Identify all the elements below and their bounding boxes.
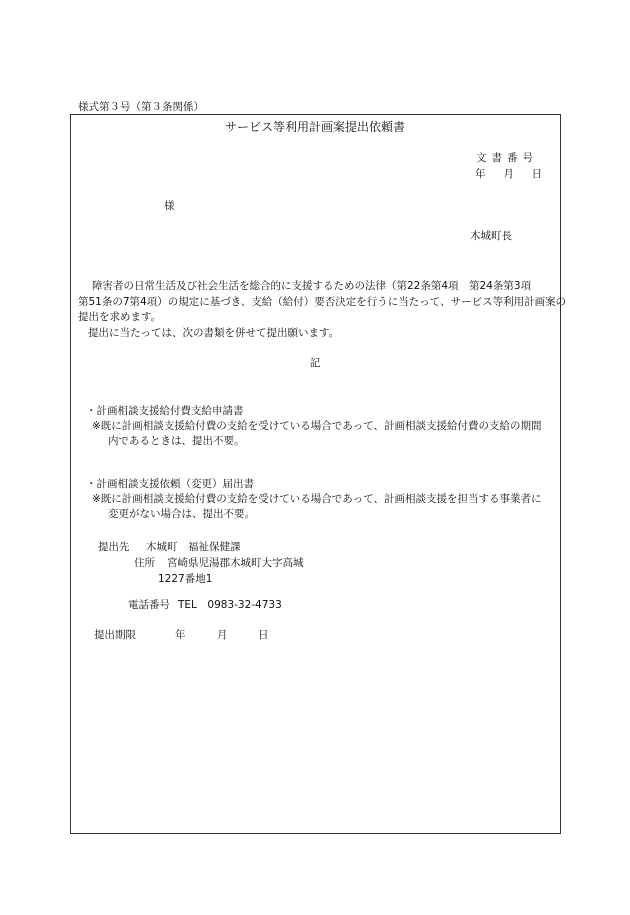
item-1-title: ・計画相談支援給付費支給申請書: [86, 405, 244, 417]
issuer-name: 木城町長: [470, 230, 512, 242]
submit-to-label: 提出先: [98, 541, 130, 553]
address-line-1: 宮崎県児湯郡木城町大字高城: [167, 557, 304, 569]
form-number-label: 様式第３号（第３条関係）: [78, 101, 204, 113]
submit-to-value: 木城町 福祉保健課: [146, 541, 241, 553]
item-1-note-line-2: 内であるときは、提出不要。: [108, 435, 245, 447]
document-number-label: 文書番号: [476, 152, 538, 164]
deadline-day: 日: [258, 629, 269, 641]
item-1-note-line-1: ※既に計画相談支援給付費の支給を受けている場合であって、計画相談支援給付費の支給の期間: [92, 420, 542, 432]
item-2-note-line-1: ※既に計画相談支援給付費の支給を受けている場合であって、計画相談支援を担当する事業者に: [92, 493, 542, 505]
date-label: 年 月 日: [475, 168, 543, 180]
form-frame: [70, 114, 561, 834]
item-2-title: ・計画相談支援依頼（変更）届出書: [86, 478, 254, 490]
deadline-label: 提出期限: [94, 629, 136, 641]
phone-label: 電話番号: [128, 599, 170, 611]
body-line-4: 提出に当たっては、次の書類を併せて提出願います。: [88, 327, 340, 339]
document-title: サービス等利用計画案提出依頼書: [224, 120, 405, 134]
ki-label: 記: [309, 357, 321, 369]
address-line-2: 1227番地1: [158, 573, 213, 585]
body-line-3: 提出を求めます。: [78, 311, 162, 323]
item-2-note-line-2: 変更がない場合は、提出不要。: [108, 508, 255, 520]
phone-value: TEL 0983-32-4733: [178, 599, 282, 611]
body-line-2: 第51条の7第4項）の規定に基づき、支給（給付）要否決定を行うに当たって、サービス等利用計画案の: [78, 296, 567, 308]
deadline-month: 月: [217, 629, 228, 641]
body-line-1: 障害者の日常生活及び社会生活を総合的に支援するための法律（第22条第4項 第24条第3項: [92, 280, 532, 292]
addressee-suffix: 様: [164, 200, 175, 212]
address-label: 住所: [134, 557, 155, 569]
deadline-year: 年: [175, 629, 186, 641]
